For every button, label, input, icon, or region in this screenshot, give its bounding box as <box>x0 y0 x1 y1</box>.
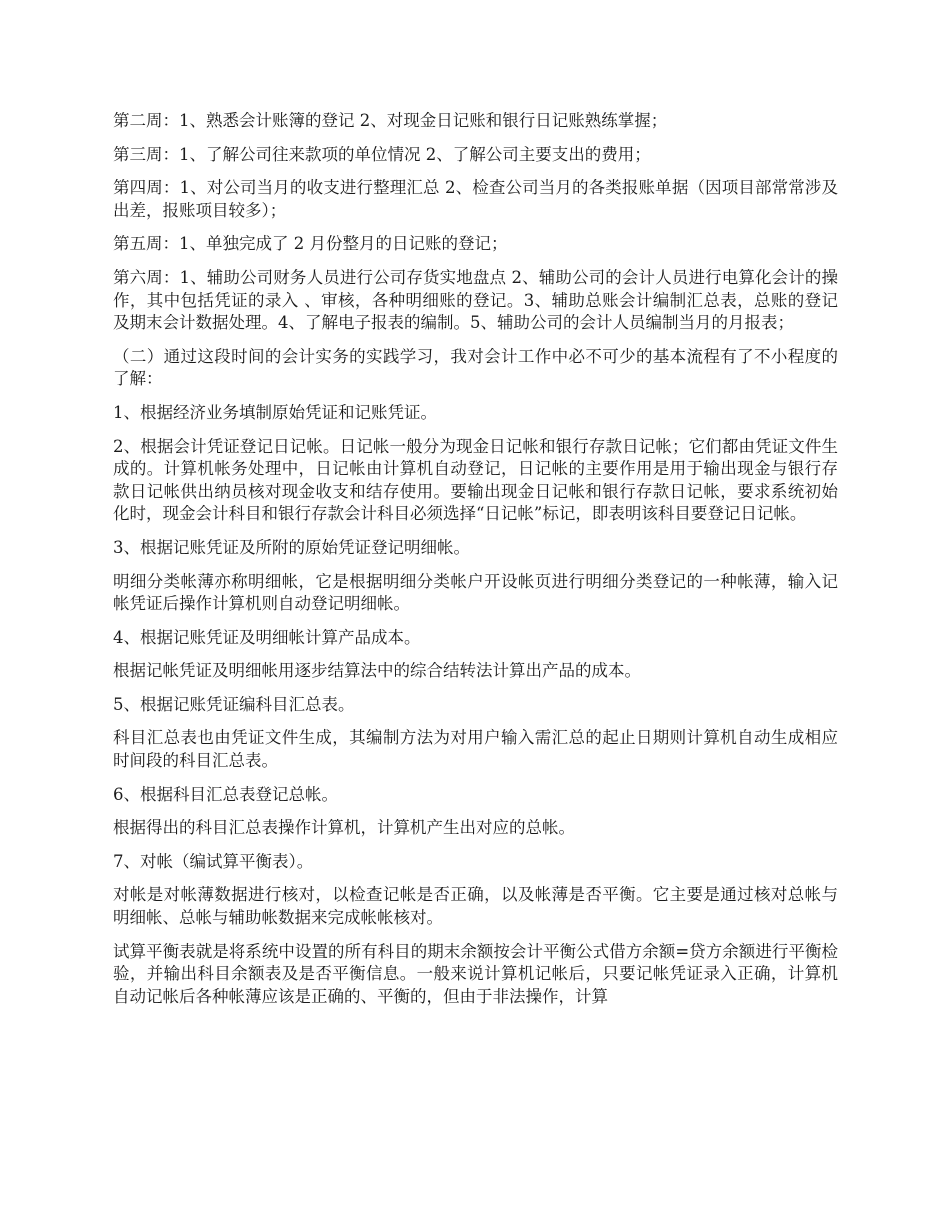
paragraph-step-5-detail: 科目汇总表也由凭证文件生成，其编制方法为对用户输入需汇总的起止日期则计算机自动生成相应时间段的科目汇总表。 <box>113 728 838 771</box>
paragraph-step-1: 1、根据经济业务填制原始凭证和记账凭证。 <box>113 402 437 422</box>
paragraph-step-4-detail: 根据记帐凭证及明细帐用逐步结算法中的综合结转法计算出产品的成本。 <box>113 661 641 681</box>
paragraph-section-2-intro: （二）通过这段时间的会计实务的实践学习，我对会计工作中必不可少的基本流程有了不小程度的了解： <box>113 346 838 389</box>
paragraph-week-5: 第五周：1、单独完成了 2 月份整月的日记账的登记； <box>113 234 508 254</box>
paragraph-week-6: 第六周：1、辅助公司财务人员进行公司存货实地盘点 2、辅助公司的会计人员进行电算化会计的操作，其中包括凭证的录入 、审核，各种明细账的登记。3、辅助总账会计编制汇总表，总账的登记及期末会计数据处理。4、了解电子报表的编制。5、辅助公司的会计人员编制当月的月报表； <box>113 267 838 333</box>
paragraph-step-7: 7、对帐（编试算平衡表）。 <box>113 851 314 871</box>
paragraph-step-3: 3、根据记账凭证及所附的原始凭证登记明细帐。 <box>113 537 470 557</box>
paragraph-week-2: 第二周：1、熟悉会计账簿的登记 2、对现金日记账和银行日记账熟练掌握； <box>113 111 668 130</box>
paragraph-week-4: 第四周：1、对公司当月的收支进行整理汇总 2、检查公司当月的各类报账单据（因项目部常常涉及出差，报账项目较多）； <box>113 178 838 220</box>
paragraph-step-7-detail: 对帐是对帐薄数据进行核对，以检查记帐是否正确，以及帐薄是否平衡。它主要是通过核对总帐与明细帐、总帐与辅助帐数据来完成帐帐核对。 <box>113 885 838 928</box>
paragraph-step-6: 6、根据科目汇总表登记总帐。 <box>113 784 338 804</box>
paragraph-week-3: 第三周：1、了解公司往来款项的单位情况 2、了解公司主要支出的费用； <box>113 144 651 164</box>
paragraph-step-3-detail: 明细分类帐薄亦称明细帐，它是根据明细分类帐户开设帐页进行明细分类登记的一种帐薄，输入记帐凭证后操作计算机则自动登记明细帐。 <box>113 571 838 614</box>
paragraph-step-4: 4、根据记账凭证及明细帐计算产品成本。 <box>113 627 421 647</box>
paragraph-trial-balance: 试算平衡表就是将系统中设置的所有科目的期末余额按会计平衡公式借方余额=贷方余额进行平衡检验，并输出科目余额表及是否平衡信息。一般来说计算机记帐后，只要记帐凭证录入正确，计算机自动记帐后各种帐薄应该是正确的、平衡的，但由于非法操作，计算 <box>113 941 838 1006</box>
paragraph-step-2: 2、根据会计凭证登记日记帐。日记帐一般分为现金日记帐和银行存款日记帐；它们都由凭证文件生成的。计算机帐务处理中，日记帐由计算机自动登记，日记帐的主要作用是用于输出现金与银行存款日记帐供出纳员核对现金收支和结存使用。要输出现金日记帐和银行存款日记帐，要求系统初始化时，现金会计科目和银行存款会计科目必须选择“日记帐”标记，即表明该科目要登记日记帐。 <box>113 436 838 524</box>
paragraph-step-5: 5、根据记账凭证编科目汇总表。 <box>113 694 355 714</box>
document-body <box>113 110 838 1019</box>
paragraph-step-6-detail: 根据得出的科目汇总表操作计算机，计算机产生出对应的总帐。 <box>113 818 575 838</box>
